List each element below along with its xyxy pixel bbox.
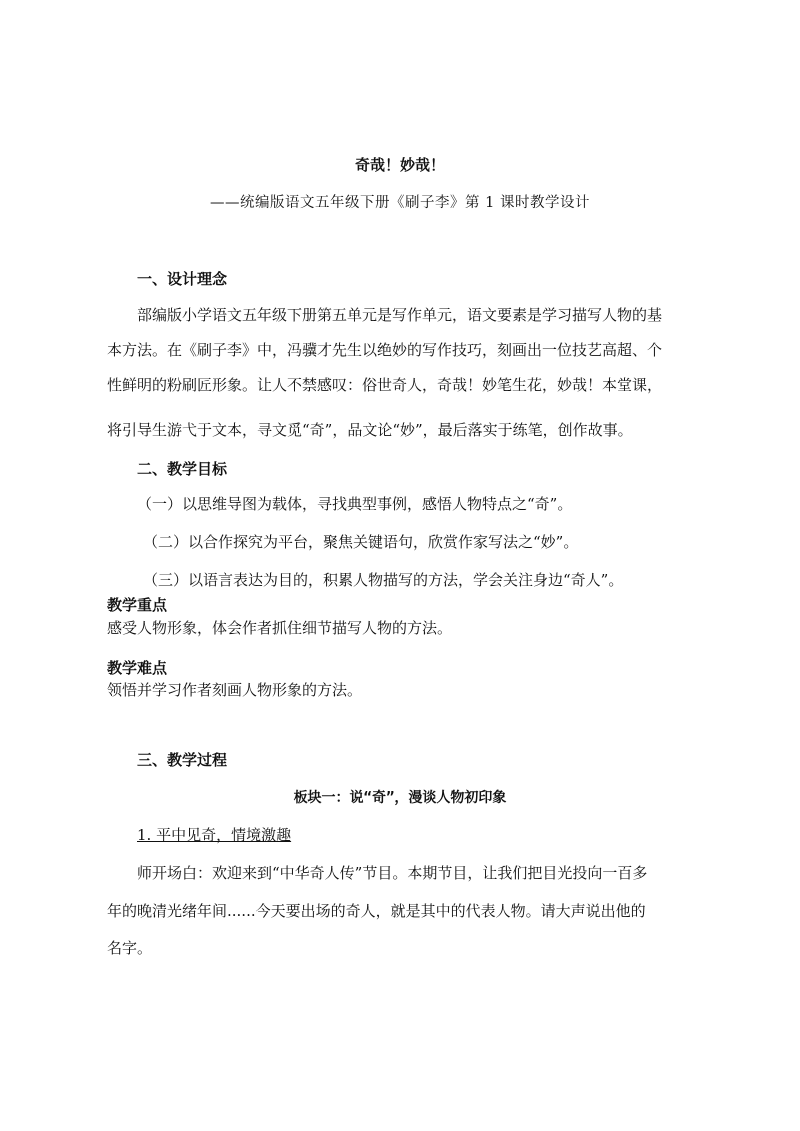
paragraph-line: 名字。 <box>107 939 153 957</box>
paragraph-line: 本方法。在《刷子李》中，冯骥才先生以绝妙的写作技巧，刻画出一位技艺高超、个 <box>107 341 663 359</box>
paragraph-line: 将引导生游弋于文本，寻文觅“奇”，品文论“妙”，最后落实于练笔，创作故事。 <box>107 421 633 439</box>
block-title: 板块一：说“奇”，漫谈人物初印象 <box>293 790 507 806</box>
paragraph-line: 师开场白：欢迎来到“中华奇人传”节目。本期节目，让我们把目光投向一百多 <box>137 864 648 882</box>
document-title: 奇哉！妙哉！ <box>354 156 445 174</box>
section-heading-teaching-process: 三、教学过程 <box>137 751 228 769</box>
step-title: 1. 平中见奇，情境激趣 <box>137 826 292 844</box>
goal-item: （一）以思维导图为载体，寻找典型事例，感悟人物特点之“奇”。 <box>137 495 573 513</box>
paragraph-line: 性鲜明的粉刷匠形象。让人不禁感叹：俗世奇人，奇哉！妙笔生花，妙哉！本堂课， <box>107 376 663 394</box>
section-heading-teaching-goals: 二、教学目标 <box>137 460 228 478</box>
difficulty-label: 教学难点 <box>107 659 168 677</box>
difficulty-text: 领悟并学习作者刻画人物形象的方法。 <box>107 681 363 699</box>
paragraph-line: 部编版小学语文五年级下册第五单元是写作单元，语文要素是学习描写人物的基 <box>137 306 663 324</box>
paragraph-line: 年的晚清光绪年间......今天要出场的奇人，就是其中的代表人物。请大声说出他的 <box>107 902 646 920</box>
key-point-text: 感受人物形象，体会作者抓住细节描写人物的方法。 <box>107 619 453 637</box>
goal-item: （二）以合作探究为平台，聚焦关键语句，欣赏作家写法之“妙”。 <box>143 533 579 551</box>
key-point-label: 教学重点 <box>107 596 168 614</box>
goal-item: （三）以语言表达为目的，积累人物描写的方法，学会关注身边“奇人”。 <box>143 571 624 589</box>
document-subtitle: ——统编版语文五年级下册《刷子李》第 1 课时教学设计 <box>210 195 590 211</box>
section-heading-design-concept: 一、设计理念 <box>137 270 228 288</box>
